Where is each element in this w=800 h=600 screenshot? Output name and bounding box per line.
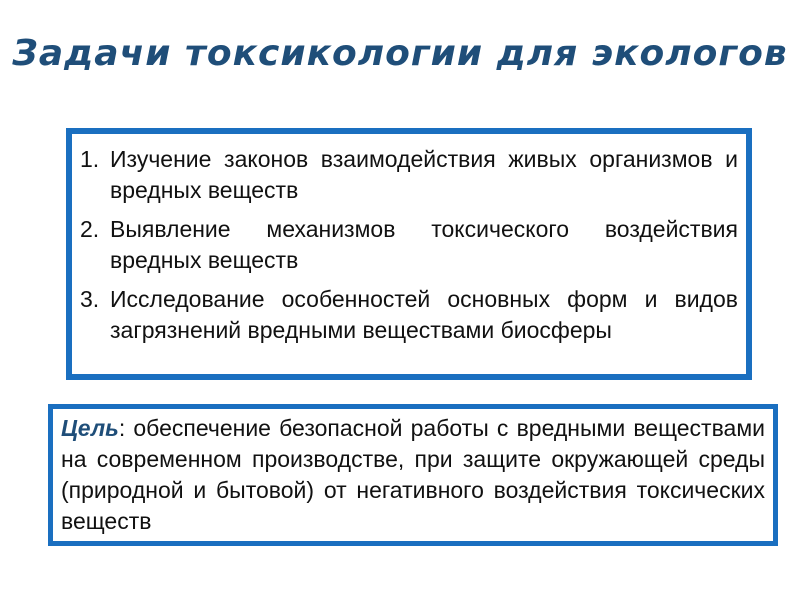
goal-paragraph: [61, 413, 765, 537]
task-number: 1.: [80, 146, 100, 172]
goal-box: [48, 404, 778, 546]
task-item-3: [80, 284, 738, 346]
slide-title: Задачи токсикологии для экологов: [12, 33, 788, 74]
task-text: Выявление механизмов токсического воздействия вредных веществ: [110, 216, 738, 273]
task-number: 2.: [80, 216, 100, 242]
task-text: Исследование особенностей основных форм и видов загрязнений вредными веществами биосферы: [110, 286, 738, 343]
task-text: Изучение законов взаимодействия живых организмов и вредных веществ: [110, 146, 738, 203]
tasks-box: [66, 128, 752, 380]
task-number: 3.: [80, 286, 100, 312]
goal-label: Цель: [61, 415, 119, 441]
task-item-2: [80, 214, 738, 276]
goal-text: обеспечение безопасной работы с вредными веществами на современном производстве, при защите окружающей среды (природной и бытовой) от негативного воздействия токсических веществ: [61, 415, 765, 534]
tasks-list: [80, 144, 738, 346]
goal-separator: :: [118, 415, 126, 441]
task-item-1: [80, 144, 738, 206]
